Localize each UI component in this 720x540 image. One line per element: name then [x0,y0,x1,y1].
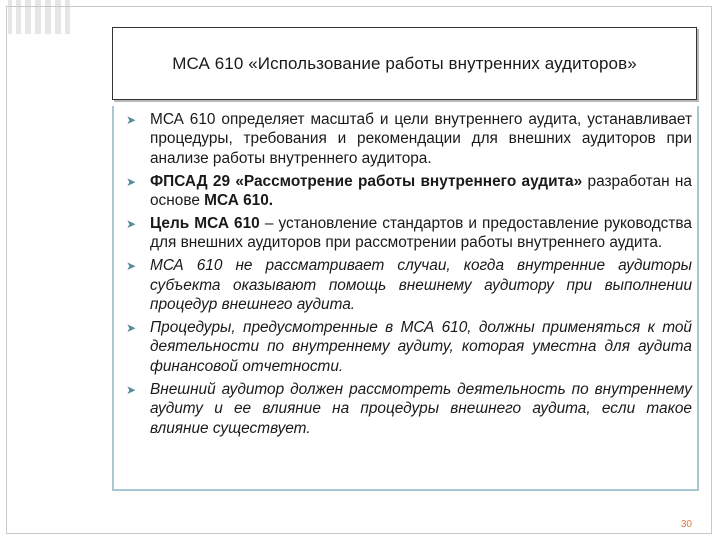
list-item [128,172,692,211]
arrow-bullet-icon: ➤ [126,259,137,274]
list-item [128,110,692,168]
bullet-body: определяет масштаб и цели внутреннего аудита, устанавливает процедуры, требования и рекомендации для внешних аудиторов при анализе работы внутреннего аудитора. [150,111,692,167]
list-item [128,380,692,438]
list-item [128,318,692,376]
list-item [128,214,692,253]
slide-title: МСА 610 «Использование работы внутренних аудиторов» [172,54,637,73]
bullet-prefix: ФПСАД 29 «Рассмотрение работы внутреннего аудита» [150,172,583,190]
bullet-text: Внешний аудитор должен рассмотреть деятельность по внутреннему аудиту и ее влияние на процедуры внешнего аудита, если такое влияние существует. [150,380,692,437]
bullet-text: МСА 610 не рассматривает случаи, когда внутренние аудиторы субъекта оказывают помощь внешнему аудитору при выполнении процедур внешнего аудита. [150,257,692,314]
title-box [112,27,697,100]
arrow-bullet-icon: ➤ [126,174,137,189]
arrow-bullet-icon: ➤ [126,217,137,232]
bullet-suffix: МСА 610. [204,192,274,210]
bullet-text [150,215,692,251]
page-number: 30 [680,519,692,530]
arrow-bullet-icon: ➤ [126,382,137,397]
bullet-prefix: Цель МСА 610 [150,215,260,233]
bullet-body: – установление стандартов и предоставление руководства для внешних аудиторов при рассмотрении работы внутреннего аудита. [150,215,692,252]
bullet-text [150,173,692,209]
arrow-bullet-icon: ➤ [126,113,137,127]
bullet-text [150,111,692,167]
bullet-text: Процедуры, предусмотренные в МСА 610, должны применяться к той деятельности по внутреннему аудиту, которая уместна для аудита финансовой отчетности. [150,319,692,375]
bullet-prefix: МСА 610 [150,111,216,128]
bullet-body: разработан на основе [150,172,692,210]
bullet-list [128,110,692,442]
arrow-bullet-icon: ➤ [126,321,137,336]
list-item [128,256,692,314]
